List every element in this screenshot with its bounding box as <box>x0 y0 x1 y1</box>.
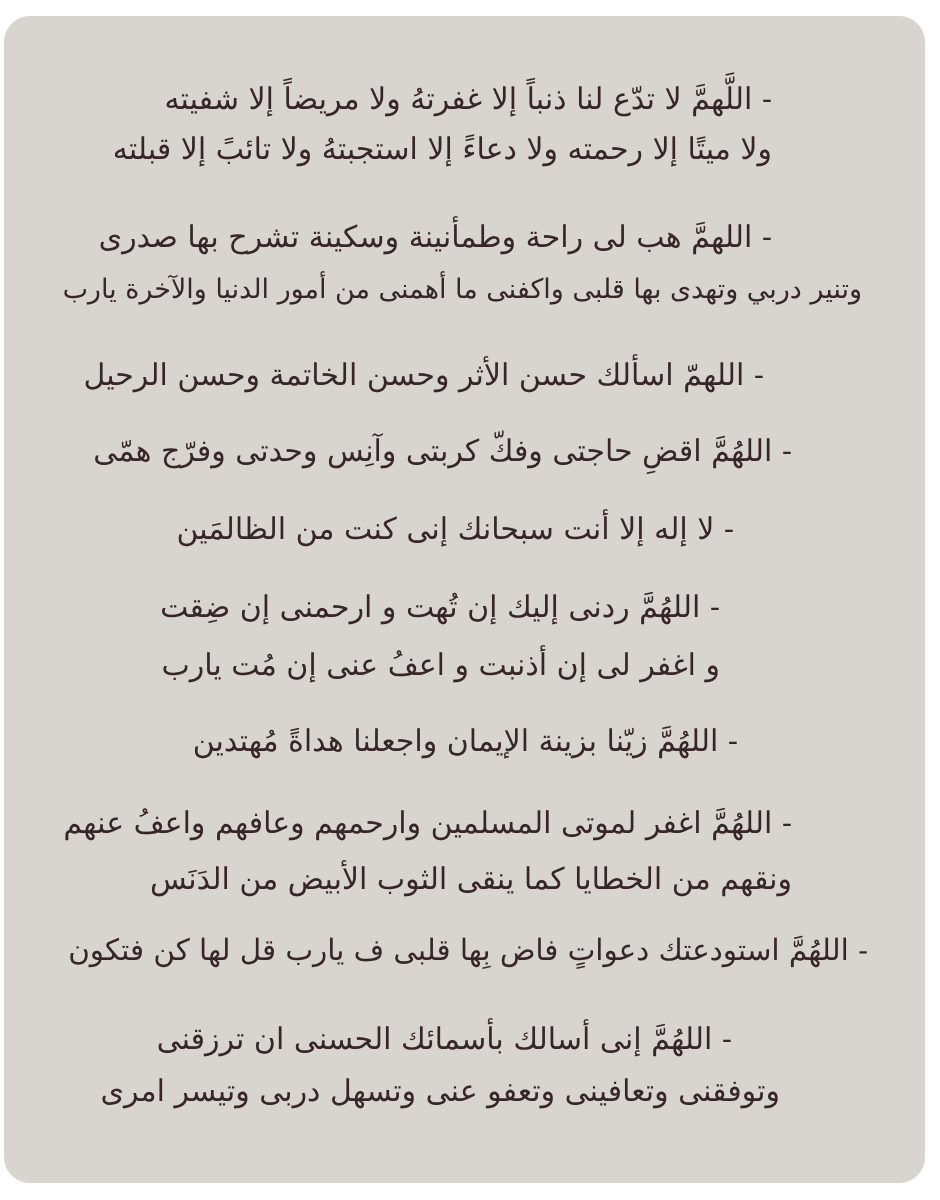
prayer-9-line-1: - اللهُمَّ استودعتك دعواتٍ فاض بِها قلبى ف يارب قل لها كن فتكون <box>68 933 868 967</box>
prayer-1-line-2: ولا ميتًا إلا رحمته ولا دعاءً إلا استجبتهُ ولا تائبً إلا قبلته <box>112 132 772 167</box>
prayer-4-line-1: - اللهُمَّ اقضِ حاجتى وفكّ كربتى وآنِس وحدتى وفرّج همّى <box>93 434 792 469</box>
prayer-7-line-1: - اللهُمَّ زيّنا بزينة الإيمان واجعلنا هداةً مُهتدين <box>192 724 738 759</box>
prayer-2-line-1: - اللهمَّ هب لى راحة وطمأنينة وسكينة تشرح بها صدرى <box>98 220 772 255</box>
prayer-3-line-1: - اللهمّ اسألك حسن الأثر وحسن الخاتمة وحسن الرحيل <box>83 358 764 393</box>
prayer-6-line-1: - اللهُمَّ ردنى إليك إن تُهت و ارحمنى إن ضِقت <box>160 590 720 625</box>
prayer-5-line-1: - لا إله إلا أنت سبحانك إنى كنت من الظالمَين <box>176 512 734 547</box>
prayer-10-line-1: - اللهُمَّ إنى أسالك بأسمائك الحسنى ان ترزقنى <box>156 1022 732 1057</box>
prayer-10-line-2: وتوفقنى وتعافينى وتعفو عنى وتسهل دربى وتيسر امرى <box>100 1074 780 1109</box>
prayer-8-line-2: ونقهم من الخطايا كما ينقى الثوب الأبيض من الدَنَس <box>149 862 792 897</box>
prayer-8-line-1: - اللهُمَّ اغفر لموتى المسلمين وارحمهم وعافهم واعفُ عنهم <box>63 806 792 841</box>
prayer-6-line-2: و اغفر لى إن أذنبت و اعفُ عنى إن مُت يارب <box>161 648 720 683</box>
prayer-2-line-2: وتنير دربي وتهدى بها قلبى واكفنى ما أهمنى من أمور الدنيا والآخرة يارب <box>62 274 862 305</box>
prayer-1-line-1: - اللَّهمَّ لا تدّع لنا ذنباً إلا غفرتهُ ولا مريضاً إلا شفيته <box>164 82 772 117</box>
